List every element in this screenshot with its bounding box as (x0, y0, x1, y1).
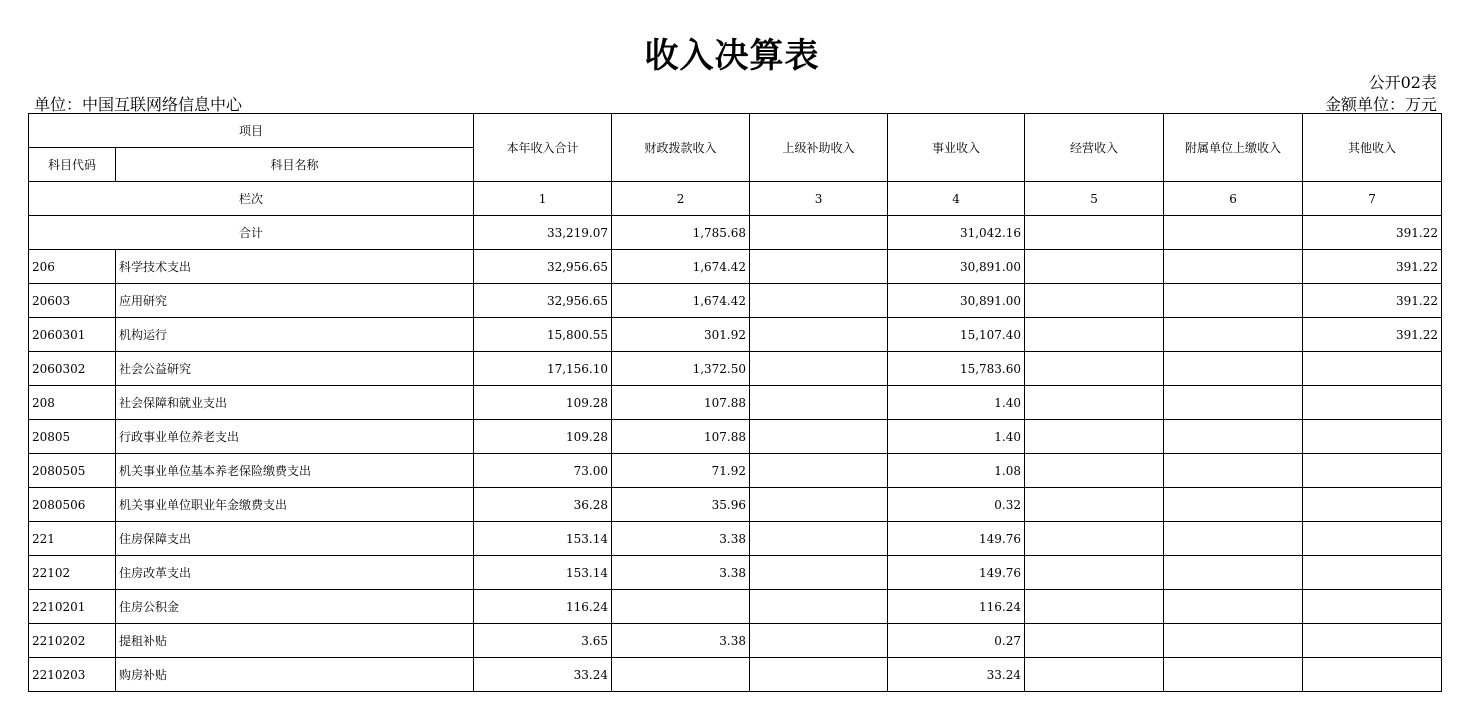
index-row (29, 182, 1442, 216)
row-cell: 17,156.10 (474, 352, 612, 386)
row-cell (1164, 522, 1303, 556)
index-cell: 7 (1303, 182, 1442, 216)
row-cell: 153.14 (474, 522, 612, 556)
row-cell: 3.38 (612, 556, 750, 590)
row-cell (1025, 386, 1164, 420)
index-cell: 4 (888, 182, 1025, 216)
row-cell (1303, 386, 1442, 420)
total-cell: 391.22 (1303, 216, 1442, 250)
row-cell: 3.38 (612, 624, 750, 658)
row-name: 住房保障支出 (116, 522, 474, 556)
row-cell: 391.22 (1303, 250, 1442, 284)
row-cell (1303, 420, 1442, 454)
row-cell (1025, 556, 1164, 590)
row-cell: 1,674.42 (612, 284, 750, 318)
row-cell (1025, 352, 1164, 386)
row-cell (750, 454, 888, 488)
row-cell: 15,800.55 (474, 318, 612, 352)
row-cell (750, 590, 888, 624)
table-row (29, 454, 1442, 488)
row-code: 221 (29, 522, 116, 556)
index-cell: 5 (1025, 182, 1164, 216)
table-row (29, 420, 1442, 454)
row-cell (750, 522, 888, 556)
row-code: 208 (29, 386, 116, 420)
row-code: 2060301 (29, 318, 116, 352)
row-code: 2060302 (29, 352, 116, 386)
index-cell: 6 (1164, 182, 1303, 216)
row-cell (1164, 454, 1303, 488)
row-code: 2210201 (29, 590, 116, 624)
row-cell (1164, 250, 1303, 284)
row-name: 行政事业单位养老支出 (116, 420, 474, 454)
row-cell (1025, 488, 1164, 522)
row-cell (1025, 590, 1164, 624)
row-cell (1025, 624, 1164, 658)
total-cell (1164, 216, 1303, 250)
row-cell: 36.28 (474, 488, 612, 522)
row-name: 社会公益研究 (116, 352, 474, 386)
row-cell (1164, 556, 1303, 590)
row-name: 科学技术支出 (116, 250, 474, 284)
row-cell (612, 658, 750, 692)
page-title: 收入决算表 (644, 36, 820, 76)
header-col-5: 经营收入 (1025, 114, 1164, 182)
row-cell (1164, 420, 1303, 454)
table-row (29, 250, 1442, 284)
table-row (29, 658, 1442, 692)
header-col-6: 附属单位上缴收入 (1164, 114, 1303, 182)
header-name: 科目名称 (116, 148, 474, 182)
row-cell (612, 590, 750, 624)
row-cell (1025, 250, 1164, 284)
row-cell (1164, 386, 1303, 420)
row-cell (1164, 488, 1303, 522)
row-cell: 109.28 (474, 420, 612, 454)
table-body (29, 114, 1442, 692)
row-cell: 301.92 (612, 318, 750, 352)
row-name: 购房补贴 (116, 658, 474, 692)
row-cell: 3.38 (612, 522, 750, 556)
total-cell: 1,785.68 (612, 216, 750, 250)
row-cell: 30,891.00 (888, 284, 1025, 318)
row-cell: 149.76 (888, 522, 1025, 556)
header-code: 科目代码 (29, 148, 116, 182)
row-cell (750, 352, 888, 386)
header-col-3: 上级补助收入 (750, 114, 888, 182)
row-cell: 35.96 (612, 488, 750, 522)
row-cell: 109.28 (474, 386, 612, 420)
header-col-1: 本年收入合计 (474, 114, 612, 182)
row-cell (750, 658, 888, 692)
row-cell (1303, 488, 1442, 522)
table-row (29, 386, 1442, 420)
row-cell: 32,956.65 (474, 284, 612, 318)
row-cell (750, 488, 888, 522)
row-cell (1025, 658, 1164, 692)
table-row (29, 318, 1442, 352)
row-cell (750, 386, 888, 420)
row-code: 20805 (29, 420, 116, 454)
table-row (29, 284, 1442, 318)
row-cell (1164, 284, 1303, 318)
form-number: 公开02表 (1368, 73, 1437, 92)
row-cell: 0.32 (888, 488, 1025, 522)
header-col-4: 事业收入 (888, 114, 1025, 182)
header-col-7: 其他收入 (1303, 114, 1442, 182)
row-cell: 33.24 (474, 658, 612, 692)
row-cell (750, 624, 888, 658)
row-code: 2210203 (29, 658, 116, 692)
row-cell: 153.14 (474, 556, 612, 590)
row-cell (1303, 624, 1442, 658)
index-label: 栏次 (29, 182, 474, 216)
row-cell: 1.40 (888, 420, 1025, 454)
income-table (28, 113, 1442, 692)
row-cell (750, 556, 888, 590)
row-cell: 73.00 (474, 454, 612, 488)
row-cell (1303, 556, 1442, 590)
row-cell (750, 318, 888, 352)
row-name: 机关事业单位基本养老保险缴费支出 (116, 454, 474, 488)
row-cell: 116.24 (888, 590, 1025, 624)
row-code: 22102 (29, 556, 116, 590)
row-cell: 107.88 (612, 386, 750, 420)
row-cell (1164, 318, 1303, 352)
table-row (29, 624, 1442, 658)
row-cell (750, 420, 888, 454)
row-cell: 391.22 (1303, 318, 1442, 352)
row-cell: 1,372.50 (612, 352, 750, 386)
row-cell: 30,891.00 (888, 250, 1025, 284)
table-row (29, 590, 1442, 624)
row-cell: 1.40 (888, 386, 1025, 420)
row-cell (1303, 590, 1442, 624)
row-cell: 15,107.40 (888, 318, 1025, 352)
row-cell (1025, 420, 1164, 454)
row-cell (1303, 352, 1442, 386)
row-code: 206 (29, 250, 116, 284)
row-name: 应用研究 (116, 284, 474, 318)
table-row (29, 352, 1442, 386)
total-cell: 33,219.07 (474, 216, 612, 250)
row-cell (1303, 454, 1442, 488)
index-cell: 1 (474, 182, 612, 216)
table-row (29, 488, 1442, 522)
row-cell (1025, 284, 1164, 318)
row-code: 2080505 (29, 454, 116, 488)
table-row (29, 556, 1442, 590)
reporting-unit: 单位：中国互联网络信息中心 (34, 95, 243, 114)
row-code: 2210202 (29, 624, 116, 658)
header-item: 项目 (29, 114, 474, 148)
row-cell: 391.22 (1303, 284, 1442, 318)
row-cell (1025, 454, 1164, 488)
row-cell: 116.24 (474, 590, 612, 624)
row-cell: 1,674.42 (612, 250, 750, 284)
row-cell (1303, 522, 1442, 556)
row-cell: 3.65 (474, 624, 612, 658)
row-code: 20603 (29, 284, 116, 318)
row-cell: 71.92 (612, 454, 750, 488)
row-cell: 107.88 (612, 420, 750, 454)
total-label: 合计 (29, 216, 474, 250)
total-cell: 31,042.16 (888, 216, 1025, 250)
row-cell (1025, 522, 1164, 556)
row-name: 住房改革支出 (116, 556, 474, 590)
table-row (29, 522, 1442, 556)
row-cell (750, 284, 888, 318)
row-name: 机关事业单位职业年金缴费支出 (116, 488, 474, 522)
total-row (29, 216, 1442, 250)
row-name: 住房公积金 (116, 590, 474, 624)
row-code: 2080506 (29, 488, 116, 522)
total-cell (750, 216, 888, 250)
row-cell: 15,783.60 (888, 352, 1025, 386)
index-cell: 3 (750, 182, 888, 216)
row-cell (1164, 352, 1303, 386)
row-cell (1164, 624, 1303, 658)
row-cell (1164, 590, 1303, 624)
amount-unit: 金额单位：万元 (1324, 95, 1437, 114)
row-cell (1164, 658, 1303, 692)
header-col-2: 财政拨款收入 (612, 114, 750, 182)
total-cell (1025, 216, 1164, 250)
row-cell: 0.27 (888, 624, 1025, 658)
row-cell: 1.08 (888, 454, 1025, 488)
row-cell: 33.24 (888, 658, 1025, 692)
index-cell: 2 (612, 182, 750, 216)
row-name: 社会保障和就业支出 (116, 386, 474, 420)
header-row-1 (29, 114, 1442, 148)
row-cell (1303, 658, 1442, 692)
row-name: 机构运行 (116, 318, 474, 352)
row-cell (1025, 318, 1164, 352)
row-cell (750, 250, 888, 284)
row-cell: 149.76 (888, 556, 1025, 590)
row-cell: 32,956.65 (474, 250, 612, 284)
row-name: 提租补贴 (116, 624, 474, 658)
